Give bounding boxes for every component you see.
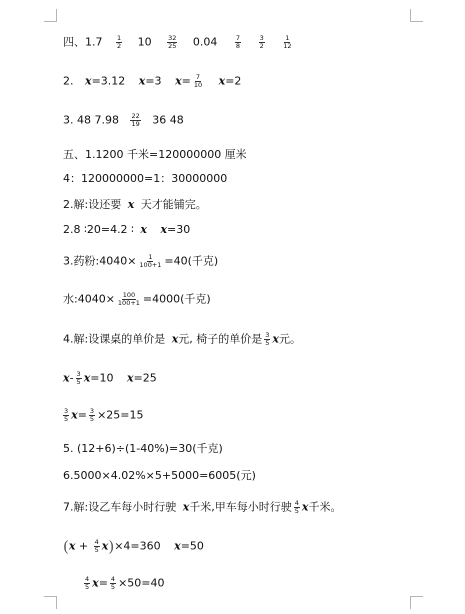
text: 千米,甲车每小时行驶 — [189, 500, 292, 514]
numerator: 7 — [195, 73, 201, 81]
denominator: 5 — [89, 415, 95, 423]
text: 5. (12+6)÷(1-40%)=30(千克) — [63, 442, 223, 455]
text: 千米。 — [308, 500, 342, 514]
fraction — [167, 35, 177, 50]
variable-x: x — [126, 371, 134, 385]
fraction — [138, 254, 162, 269]
numerator: 32 — [168, 34, 177, 42]
text: =30 — [167, 223, 191, 236]
variable-x: x — [301, 500, 309, 514]
answer-line-5-3-water — [63, 292, 211, 306]
denominator: 2 — [117, 42, 122, 50]
text: 元, 椅子的单价是 — [178, 332, 263, 346]
fraction — [130, 113, 140, 128]
left-paren: ( — [63, 537, 69, 556]
answer-line-4-2 — [63, 74, 241, 88]
numerator: 3 — [76, 370, 81, 378]
answer-line-5-7-result — [84, 576, 165, 590]
numerator: 4 — [110, 575, 116, 583]
denominator: 5 — [265, 339, 270, 347]
denominator: 12 — [283, 42, 292, 50]
right-paren: ) — [108, 537, 115, 556]
variable-x: x — [68, 539, 76, 553]
numerator: 3 — [89, 407, 95, 415]
text: =3 — [145, 74, 162, 88]
answer-line-4-1 — [63, 35, 294, 49]
numerator: 4 — [294, 499, 299, 507]
numerator: 100 — [122, 291, 136, 299]
text: =2 — [225, 74, 242, 88]
numerator: 4 — [94, 538, 99, 546]
variable-x: x — [83, 371, 91, 385]
text: 五、1.1200 千米=120000000 厘米 — [63, 148, 247, 161]
variable-x: x — [63, 371, 70, 385]
text: ×4=360 — [114, 539, 161, 553]
numerator: 4 — [85, 575, 90, 583]
denominator: 5 — [76, 378, 81, 386]
answer-line-5-6 — [63, 469, 256, 483]
answer-line-5-1 — [63, 148, 247, 162]
fraction — [193, 74, 203, 89]
text: 0.04 — [192, 35, 218, 49]
fraction — [110, 576, 116, 591]
answer-line-5-4-equation — [63, 371, 157, 385]
answer-line-5-2-equation — [63, 223, 190, 237]
text: =10 — [90, 371, 114, 385]
text: 水:4040× — [63, 292, 115, 306]
denominator: 5 — [110, 583, 116, 591]
variable-x: x — [218, 74, 226, 88]
denominator: 5 — [64, 415, 69, 423]
fraction — [116, 35, 122, 50]
text: 4：120000000=1：30000000 — [63, 172, 228, 185]
answer-line-5-5 — [63, 442, 223, 456]
variable-x: x — [140, 223, 147, 236]
text: 36 48 — [152, 113, 184, 127]
answer-line-5-7-equation — [63, 537, 204, 556]
answer-line-5-7-setup — [63, 500, 341, 514]
fraction — [264, 332, 270, 347]
text: 元。 — [278, 332, 301, 346]
numerator: 3 — [259, 34, 264, 42]
variable-x: x — [160, 223, 168, 236]
plus-sign: + — [75, 539, 92, 553]
text: =3.12 — [91, 74, 126, 88]
answer-line-5-3-medicine — [63, 254, 218, 268]
numerator: 7 — [235, 34, 241, 42]
variable-x: x — [182, 500, 190, 514]
text: - — [69, 371, 74, 385]
denominator: 5 — [85, 583, 90, 591]
variable-x: x — [171, 332, 179, 346]
text: =50 — [180, 539, 204, 553]
corner-mark-top-left — [44, 9, 57, 22]
answer-line-ratio — [63, 172, 227, 186]
text: 10 — [137, 35, 152, 49]
text: 7.解:设乙车每小时行驶 — [63, 500, 177, 514]
answer-line-5-4-setup — [63, 332, 301, 346]
text: 6.5000×4.02%×5+5000=6005(元) — [63, 469, 256, 482]
denominator: 8 — [235, 42, 241, 50]
text: ×25=15 — [97, 408, 144, 422]
variable-x: x — [138, 74, 146, 88]
denominator: 5 — [94, 546, 99, 554]
fraction — [94, 539, 100, 554]
text: = — [77, 408, 87, 422]
text: 2.8 ∶20=4.2 ∶ — [63, 223, 134, 236]
text: = — [181, 74, 191, 88]
fraction — [259, 35, 265, 50]
text: 天才能铺完。 — [140, 198, 207, 211]
fraction — [117, 292, 141, 307]
text: 3.药粉:4040× — [63, 254, 137, 268]
fraction — [282, 35, 292, 50]
text: =4000(千克) — [142, 292, 211, 306]
corner-mark-bottom-left — [44, 596, 57, 609]
numerator: 1 — [285, 34, 290, 42]
numerator: 1 — [148, 253, 153, 261]
text: =40(千克) — [164, 254, 219, 268]
text: 2.解:设还要 — [63, 198, 122, 211]
variable-x: x — [92, 576, 99, 590]
variable-x: x — [85, 74, 92, 88]
answer-line-5-4-result — [63, 408, 144, 422]
variable-x: x — [127, 198, 135, 211]
denominator: 2 — [259, 42, 264, 50]
variable-x: x — [71, 408, 78, 422]
denominator: 19 — [131, 120, 140, 128]
corner-mark-bottom-right — [410, 596, 423, 609]
text: 四、1.7 — [63, 35, 103, 49]
numerator: 3 — [265, 331, 270, 339]
text: 2. — [63, 74, 74, 88]
variable-x: x — [272, 332, 279, 346]
text: 4.解:设课桌的单价是 — [63, 332, 166, 346]
denominator: 10 — [193, 81, 203, 89]
denominator: 100+1 — [117, 299, 140, 307]
text: = — [98, 576, 108, 590]
fraction — [63, 408, 69, 423]
variable-x: x — [175, 74, 182, 88]
variable-x: x — [174, 539, 181, 553]
numerator: 3 — [64, 407, 69, 415]
variable-x: x — [101, 539, 109, 553]
text: =25 — [133, 371, 157, 385]
numerator: 22 — [131, 112, 140, 120]
corner-mark-top-right — [410, 9, 423, 22]
fraction — [76, 371, 82, 386]
fraction — [235, 35, 241, 50]
numerator: 1 — [117, 34, 122, 42]
fraction — [294, 500, 300, 515]
answer-line-5-2-setup — [63, 198, 207, 212]
fraction — [84, 576, 90, 591]
text: 3. 48 7.98 — [63, 113, 119, 127]
fraction — [89, 408, 95, 423]
denominator: 100+1 — [139, 261, 162, 269]
text: ×50=40 — [118, 576, 165, 590]
denominator: 5 — [294, 507, 299, 515]
denominator: 25 — [168, 42, 177, 50]
answer-line-4-3 — [63, 113, 184, 127]
